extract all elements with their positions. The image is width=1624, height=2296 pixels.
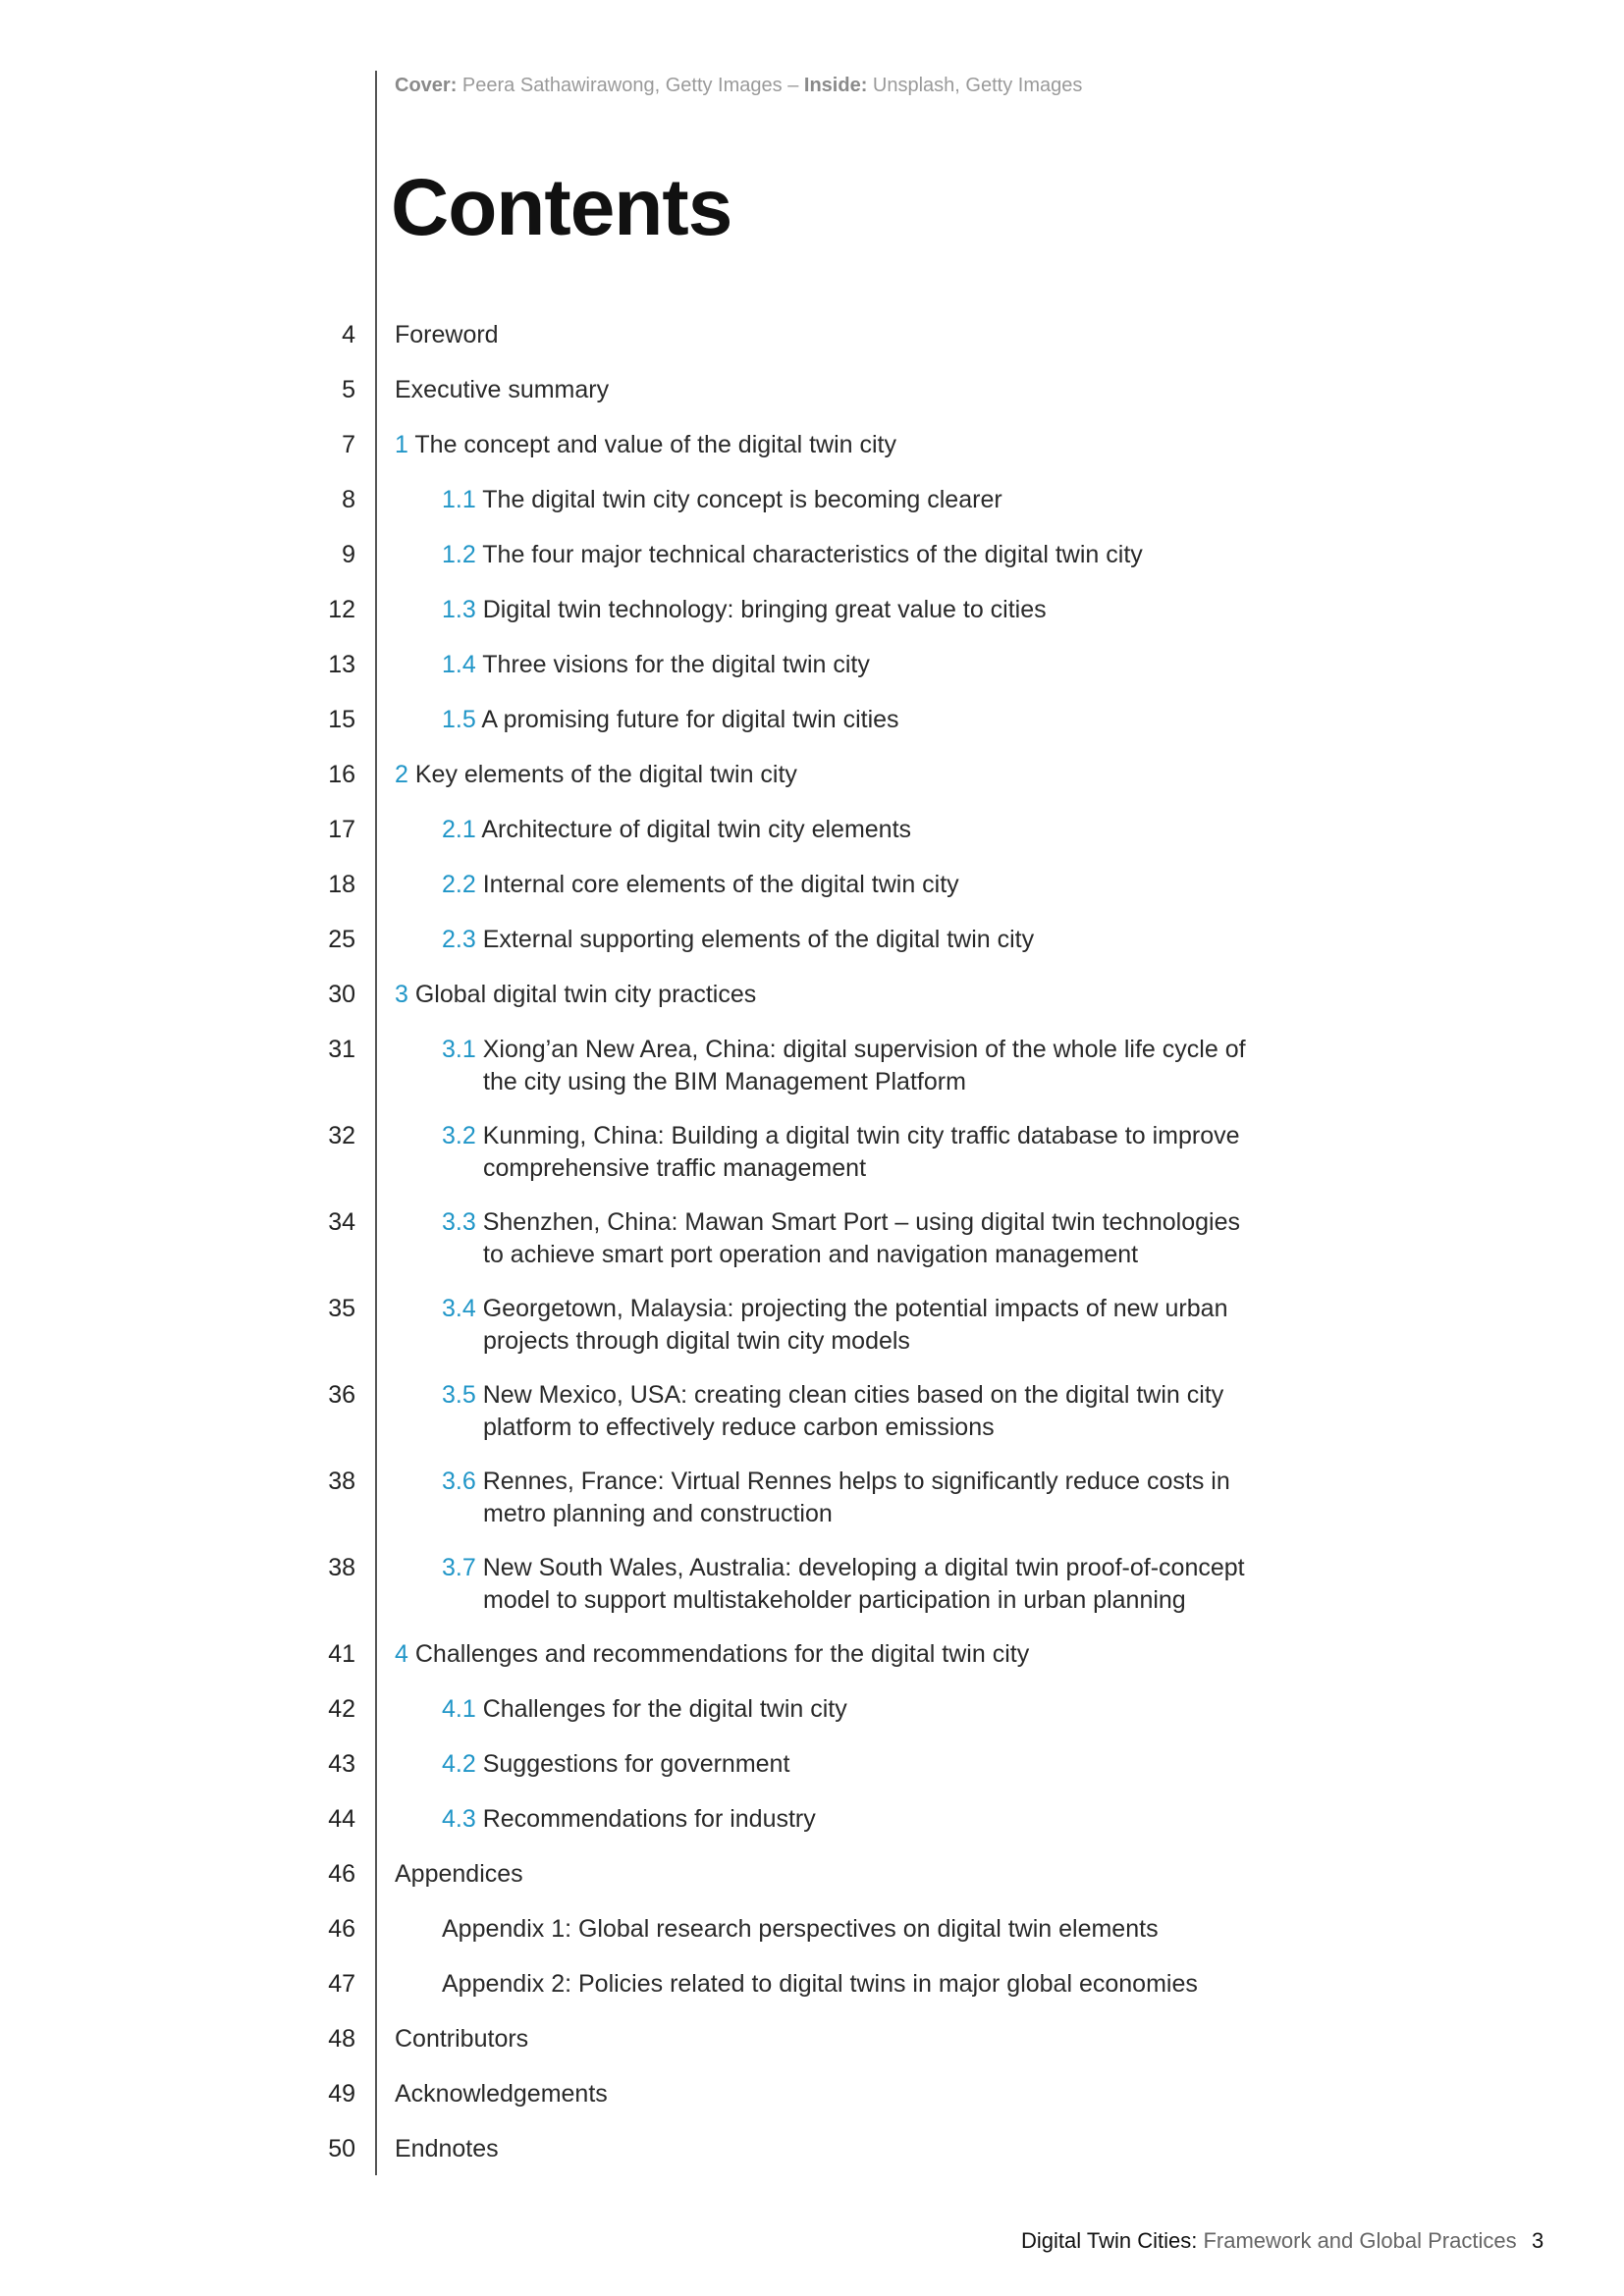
toc-entry-label: The digital twin city concept is becoming clearer [482,486,1002,513]
toc-page-number: 13 [328,651,355,678]
page-footer [1021,2228,1544,2254]
toc-entry-section-1[interactable] [0,429,1624,484]
toc-entry-section-2-2[interactable] [0,869,1624,924]
toc-entry-section-2[interactable] [0,759,1624,814]
toc-entry-label: Shenzhen, China: Mawan Smart Port – using digital twin technologies [482,1208,1240,1236]
toc-page-number: 4 [342,321,355,348]
toc-section-number: 3.6 [442,1468,476,1495]
toc-section-number: 1.4 [442,651,476,678]
toc-entry-section-3-6[interactable] [0,1466,1624,1552]
toc-entry-appendix-1[interactable] [0,1913,1624,1968]
toc-entry-label: Executive summary [395,376,610,403]
toc-entry-label: Acknowledgements [395,2080,608,2108]
footer-title: Digital Twin Cities: [1021,2228,1198,2253]
toc-entry-section-1-4[interactable] [0,649,1624,704]
toc-page-number: 49 [328,2080,355,2108]
toc-entry-label: Three visions for the digital twin city [482,651,870,678]
toc-entry-section-4-3[interactable] [0,1803,1624,1858]
toc-section-number: 3.1 [442,1036,476,1063]
toc-entry-label-continued: platform to effectively reduce carbon emissions [483,1414,995,1441]
toc-page-number: 50 [328,2135,355,2163]
toc-page-number: 44 [328,1805,355,1833]
inside-credit-label: Inside: [803,75,868,96]
toc-entry-label: Internal core elements of the digital twin city [482,871,959,898]
toc-page-number: 15 [328,706,355,733]
toc-section-number: 4.3 [442,1805,476,1833]
toc-page-number: 38 [328,1554,355,1581]
table-of-contents [0,319,1624,2188]
toc-entry-label: Recommendations for industry [482,1805,816,1833]
toc-section-number: 1.2 [442,541,476,568]
toc-entry-section-3-7[interactable] [0,1552,1624,1638]
toc-entry-label: The concept and value of the digital twin city [414,431,896,458]
toc-entry-label-continued: the city using the BIM Management Platform [483,1068,966,1095]
toc-page-number: 30 [328,981,355,1008]
toc-entry-label-continued: projects through digital twin city models [483,1327,910,1355]
toc-entry-label: Xiong’an New Area, China: digital supervision of the whole life cycle of [482,1036,1246,1063]
toc-section-number: 1.1 [442,486,476,513]
toc-section-number: 2 [395,761,408,788]
toc-entry-label-continued: comprehensive traffic management [483,1154,867,1182]
toc-section-number: 1.3 [442,596,476,623]
toc-page-number: 16 [328,761,355,788]
toc-page-number: 34 [328,1208,355,1236]
toc-entry-endnotes[interactable] [0,2133,1624,2188]
toc-page-number: 42 [328,1695,355,1723]
toc-page-number: 38 [328,1468,355,1495]
cover-credit-value: Peera Sathawirawong, Getty Images [461,75,783,96]
toc-entry-label: Contributors [395,2025,529,2053]
toc-entry-label: The four major technical characteristics of the digital twin city [482,541,1143,568]
inside-credit-value: Unsplash, Getty Images [872,75,1083,96]
toc-section-number: 4.2 [442,1750,476,1778]
toc-page-number: 47 [328,1970,355,1998]
toc-entry-section-4-1[interactable] [0,1693,1624,1748]
toc-section-number: 4 [395,1640,408,1668]
photo-credits [395,75,1082,97]
toc-section-number: 2.2 [442,871,476,898]
toc-page-number: 8 [342,486,355,513]
toc-page-number: 43 [328,1750,355,1778]
toc-page-number: 12 [328,596,355,623]
toc-entry-label: New South Wales, Australia: developing a digital twin proof-of-concept [482,1554,1245,1581]
toc-entry-contributors[interactable] [0,2023,1624,2078]
toc-entry-label: Key elements of the digital twin city [414,761,797,788]
toc-page-number: 5 [342,376,355,403]
toc-entry-label: Foreword [395,321,499,348]
toc-section-number: 2.3 [442,926,476,953]
footer-page-number: 3 [1532,2228,1544,2253]
toc-section-number: 3.2 [442,1122,476,1149]
toc-entry-section-1-1[interactable] [0,484,1624,539]
toc-section-number: 3.3 [442,1208,476,1236]
toc-entry-section-4[interactable] [0,1638,1624,1693]
toc-entry-section-3-2[interactable] [0,1120,1624,1206]
toc-entry-section-3-5[interactable] [0,1379,1624,1466]
toc-entry-label: External supporting elements of the digital twin city [482,926,1035,953]
toc-section-number: 3 [395,981,408,1008]
toc-section-number: 4.1 [442,1695,476,1723]
toc-page-number: 25 [328,926,355,953]
toc-entry-label: Global digital twin city practices [414,981,757,1008]
toc-entry-executive-summary[interactable] [0,374,1624,429]
toc-entry-label: A promising future for digital twin cities [481,706,899,733]
toc-entry-label: Suggestions for government [482,1750,790,1778]
toc-page-number: 17 [328,816,355,843]
toc-entry-section-2-3[interactable] [0,924,1624,979]
toc-entry-label-continued: model to support multistakeholder participation in urban planning [483,1586,1186,1614]
toc-page-number: 36 [328,1381,355,1409]
toc-entry-section-4-2[interactable] [0,1748,1624,1803]
toc-entry-label: Endnotes [395,2135,499,2163]
toc-entry-label: New Mexico, USA: creating clean cities based on the digital twin city [482,1381,1224,1409]
toc-page-number: 18 [328,871,355,898]
toc-page-number: 35 [328,1295,355,1322]
toc-entry-section-1-2[interactable] [0,539,1624,594]
toc-entry-label: Architecture of digital twin city elements [481,816,912,843]
toc-page-number: 7 [342,431,355,458]
toc-page-number: 31 [328,1036,355,1063]
toc-entry-label-continued: metro planning and construction [483,1500,833,1527]
toc-entry-section-1-3[interactable] [0,594,1624,649]
toc-section-number: 2.1 [442,816,476,843]
toc-entry-section-3-1[interactable] [0,1034,1624,1120]
toc-entry-label: Appendices [395,1860,523,1888]
toc-entry-section-3-3[interactable] [0,1206,1624,1293]
toc-entry-appendix-2[interactable] [0,1968,1624,2023]
toc-page-number: 9 [342,541,355,568]
toc-page-number: 32 [328,1122,355,1149]
toc-page-number: 41 [328,1640,355,1668]
toc-section-number: 1 [395,431,408,458]
toc-entry-acknowledgements[interactable] [0,2078,1624,2133]
toc-entry-label-continued: to achieve smart port operation and navigation management [483,1241,1139,1268]
toc-section-number: 1.5 [442,706,476,733]
toc-entry-section-2-1[interactable] [0,814,1624,869]
credit-separator: – [787,75,799,96]
toc-entry-label: Georgetown, Malaysia: projecting the potential impacts of new urban [482,1295,1228,1322]
toc-entry-appendices[interactable] [0,1858,1624,1913]
toc-page-number: 46 [328,1915,355,1943]
toc-entry-label: Kunming, China: Building a digital twin city traffic database to improve [482,1122,1240,1149]
toc-section-number: 3.4 [442,1295,476,1322]
toc-section-number: 3.5 [442,1381,476,1409]
toc-entry-label: Rennes, France: Virtual Rennes helps to significantly reduce costs in [482,1468,1230,1495]
toc-section-number: 3.7 [442,1554,476,1581]
toc-entry-label: Digital twin technology: bringing great value to cities [482,596,1047,623]
cover-credit-label: Cover: [395,75,458,96]
toc-entry-label: Appendix 2: Policies related to digital twins in major global economies [442,1970,1198,1998]
toc-entry-label: Challenges and recommendations for the digital twin city [414,1640,1030,1668]
toc-entry-foreword[interactable] [0,319,1624,374]
page-title: Contents [391,163,732,252]
toc-page-number: 46 [328,1860,355,1888]
toc-entry-section-1-5[interactable] [0,704,1624,759]
footer-subtitle: Framework and Global Practices [1203,2228,1517,2253]
toc-entry-section-3[interactable] [0,979,1624,1034]
toc-entry-section-3-4[interactable] [0,1293,1624,1379]
toc-page-number: 48 [328,2025,355,2053]
toc-entry-label: Appendix 1: Global research perspectives on digital twin elements [442,1915,1159,1943]
toc-entry-label: Challenges for the digital twin city [482,1695,847,1723]
